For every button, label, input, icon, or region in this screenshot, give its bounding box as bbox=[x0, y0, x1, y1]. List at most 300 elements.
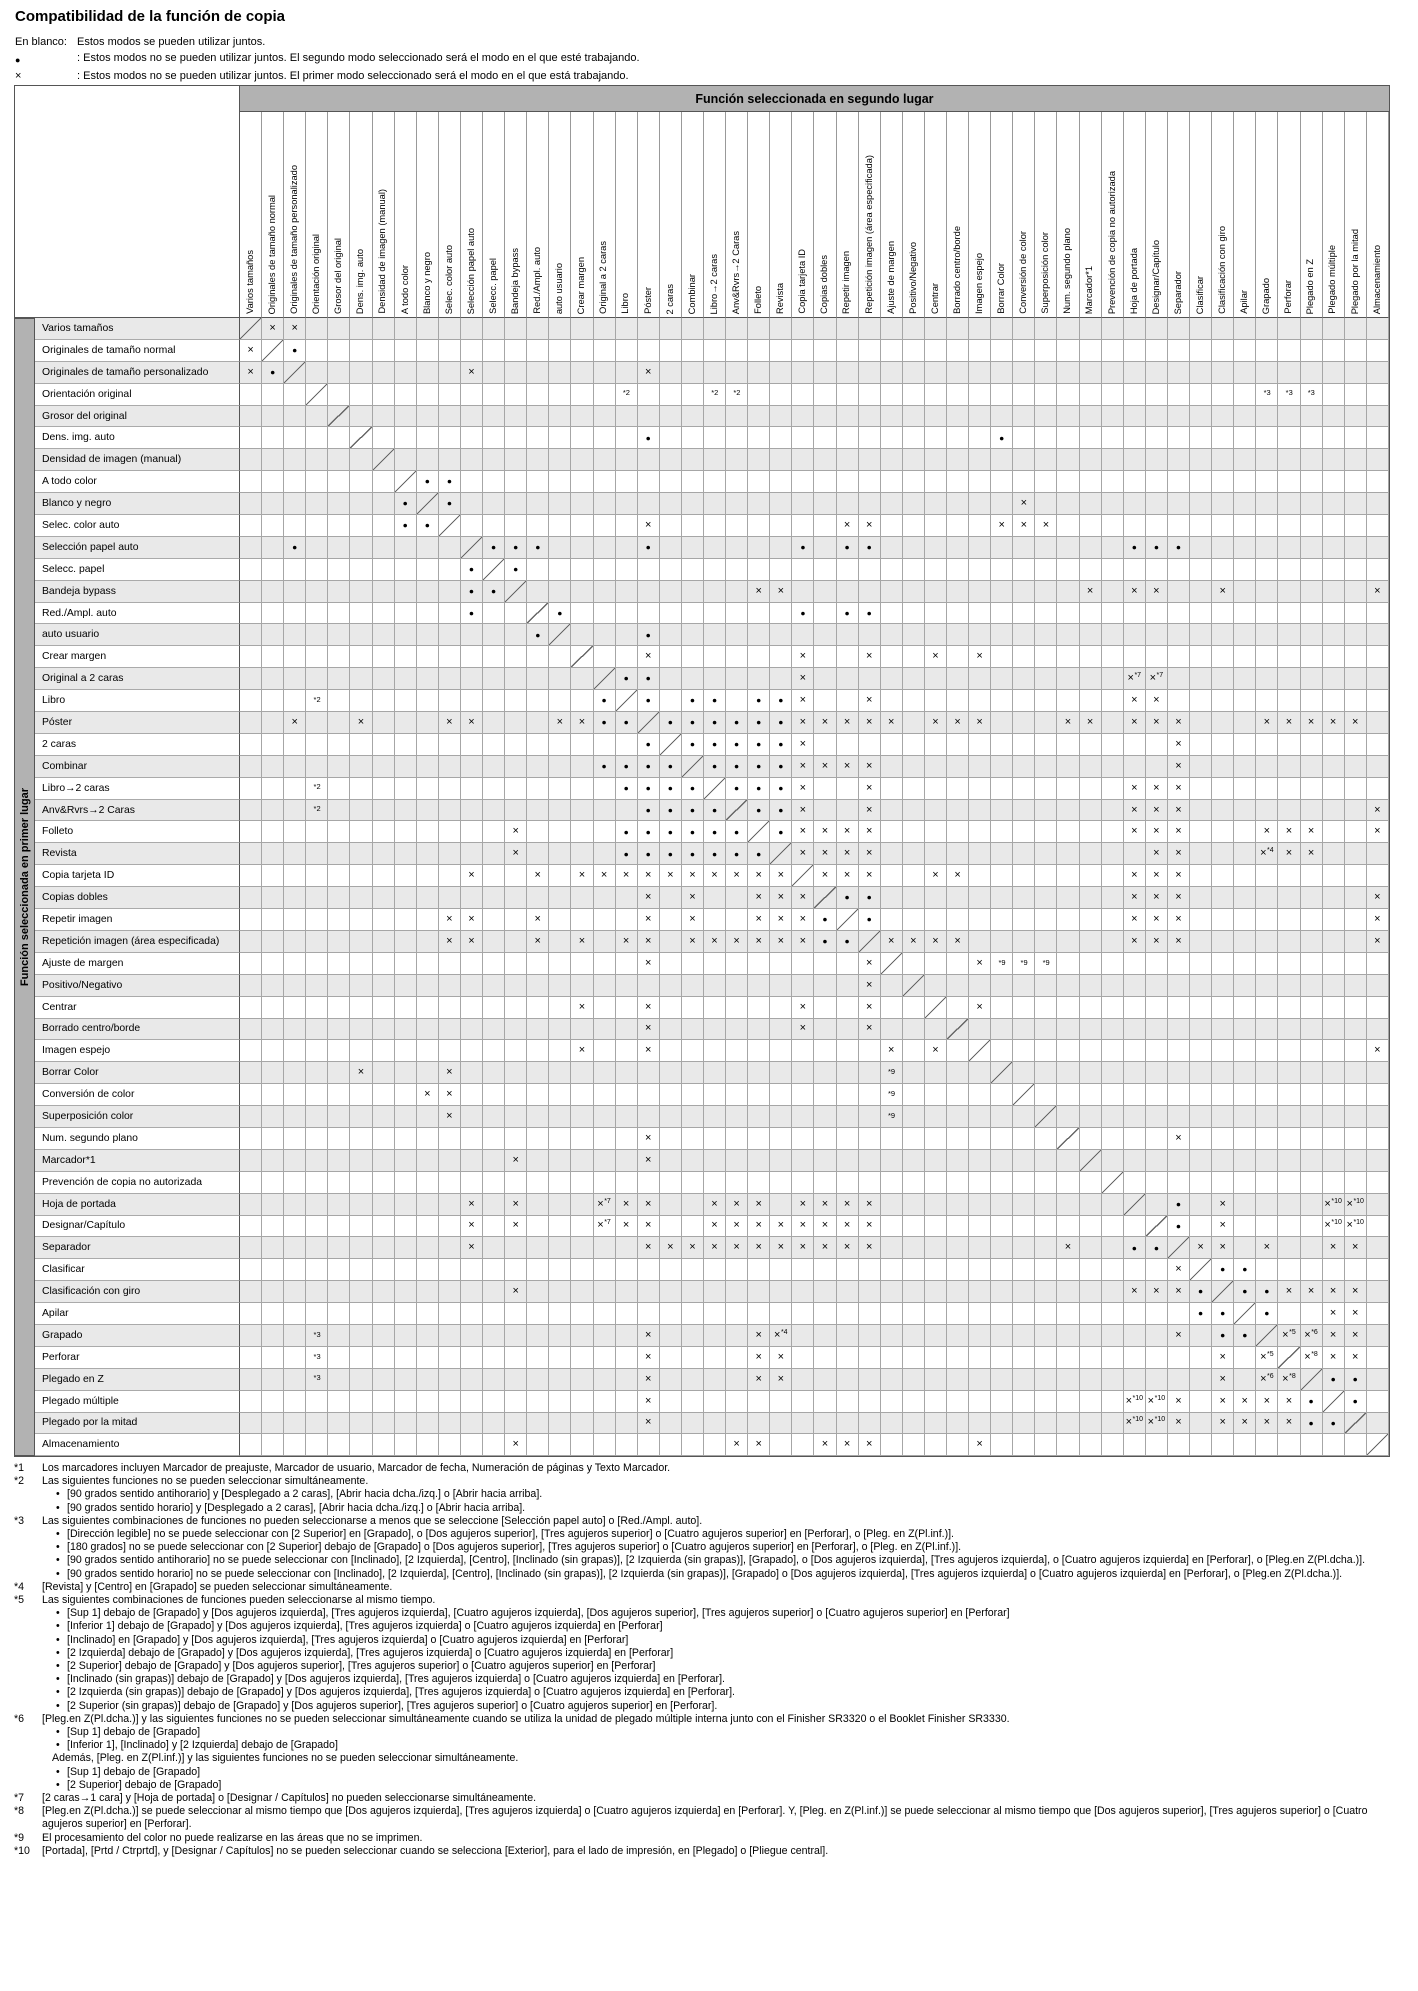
matrix-cell bbox=[903, 1391, 925, 1413]
matrix-cell bbox=[1124, 800, 1146, 822]
matrix-cell bbox=[770, 406, 792, 428]
matrix-cell bbox=[395, 931, 417, 953]
matrix-cell bbox=[262, 559, 284, 581]
matrix-cell bbox=[859, 646, 881, 668]
matrix-cell bbox=[925, 646, 947, 668]
matrix-cell bbox=[549, 1040, 571, 1062]
matrix-cell bbox=[1057, 1325, 1079, 1347]
matrix-cell bbox=[1301, 318, 1323, 340]
matrix-cell bbox=[1146, 1325, 1168, 1347]
matrix-cell bbox=[1367, 887, 1389, 909]
dot-mark: ● bbox=[645, 629, 651, 640]
x-mark: × bbox=[1175, 891, 1182, 904]
matrix-cell bbox=[483, 1084, 505, 1106]
matrix-cell bbox=[1146, 1216, 1168, 1238]
matrix-cell bbox=[704, 406, 726, 428]
matrix-cell bbox=[1278, 997, 1300, 1019]
matrix-cell bbox=[814, 1347, 836, 1369]
x-mark: × bbox=[1125, 1416, 1132, 1429]
matrix-cell bbox=[792, 362, 814, 384]
matrix-cell bbox=[417, 624, 439, 646]
matrix-cell bbox=[1146, 318, 1168, 340]
matrix-cell bbox=[240, 362, 262, 384]
matrix-cell bbox=[1323, 384, 1345, 406]
matrix-cell bbox=[1080, 624, 1102, 646]
matrix-cell bbox=[881, 1194, 903, 1216]
x-mark: × bbox=[755, 1328, 762, 1341]
matrix-cell bbox=[814, 975, 836, 997]
row-label: Densidad de imagen (manual) bbox=[15, 449, 240, 471]
x-mark: × bbox=[799, 1241, 807, 1254]
matrix-cell bbox=[439, 1128, 461, 1150]
matrix-cell bbox=[1367, 384, 1389, 406]
matrix-cell bbox=[1323, 975, 1345, 997]
footnote-ref: *9 bbox=[887, 1088, 896, 1098]
matrix-cell bbox=[1345, 603, 1367, 625]
matrix-cell bbox=[616, 668, 638, 690]
matrix-cell bbox=[417, 646, 439, 668]
matrix-cell bbox=[837, 1391, 859, 1413]
matrix-cell bbox=[1057, 931, 1079, 953]
matrix-cell bbox=[1146, 953, 1168, 975]
x-mark: × bbox=[1086, 584, 1094, 597]
footnote-id bbox=[14, 1528, 42, 1541]
footnote-body: Además, [Pleg. en Z(Pl.inf.)] y las siguientes funciones no se pueden seleccionar simultáneamente. bbox=[52, 1752, 519, 1765]
x-mark: × bbox=[711, 1197, 718, 1210]
dot-mark: ● bbox=[1352, 1395, 1358, 1406]
dot-mark: ● bbox=[756, 739, 762, 750]
matrix-cell bbox=[1102, 624, 1124, 646]
matrix-cell bbox=[1190, 427, 1212, 449]
matrix-cell bbox=[1345, 646, 1367, 668]
matrix-cell bbox=[837, 581, 859, 603]
matrix-cell bbox=[1080, 712, 1102, 734]
matrix-cell bbox=[417, 1413, 439, 1435]
matrix-cell bbox=[704, 909, 726, 931]
matrix-cell bbox=[682, 1434, 704, 1456]
matrix-cell bbox=[682, 712, 704, 734]
row-label: Plegado por la mitad bbox=[15, 1413, 240, 1435]
matrix-cell bbox=[1035, 1259, 1057, 1281]
x-mark: × bbox=[512, 1285, 519, 1298]
matrix-cell bbox=[1323, 1062, 1345, 1084]
matrix-cell bbox=[1057, 1084, 1079, 1106]
matrix-cell bbox=[1080, 1369, 1102, 1391]
matrix-cell bbox=[1102, 843, 1124, 865]
matrix-cell bbox=[859, 362, 881, 384]
matrix-cell bbox=[1013, 712, 1035, 734]
matrix-cell bbox=[417, 1084, 439, 1106]
dot-mark: ● bbox=[645, 695, 651, 706]
matrix-cell bbox=[373, 887, 395, 909]
matrix-cell bbox=[1124, 1062, 1146, 1084]
matrix-cell bbox=[417, 1434, 439, 1456]
footnote-body: Las siguientes combinaciones de funciones pueden seleccionarse al mismo tiempo. bbox=[42, 1594, 436, 1607]
dot-mark: ● bbox=[1220, 1308, 1226, 1319]
matrix-cell bbox=[439, 515, 461, 537]
matrix-cell bbox=[328, 1019, 350, 1041]
matrix-cell bbox=[748, 909, 770, 931]
footnote-ref: *10 bbox=[1331, 1197, 1342, 1205]
matrix-cell bbox=[439, 843, 461, 865]
matrix-cell bbox=[748, 362, 770, 384]
matrix-cell bbox=[439, 887, 461, 909]
matrix-cell bbox=[881, 340, 903, 362]
matrix-cell bbox=[306, 1413, 328, 1435]
x-mark: × bbox=[1175, 1263, 1182, 1276]
column-label bbox=[417, 112, 439, 318]
matrix-cell bbox=[527, 493, 549, 515]
matrix-cell bbox=[527, 712, 549, 734]
matrix-cell bbox=[439, 340, 461, 362]
matrix-cell bbox=[947, 1106, 969, 1128]
matrix-cell bbox=[616, 537, 638, 559]
column-label-text: Marcador*1 bbox=[1084, 265, 1095, 314]
matrix-cell bbox=[505, 931, 527, 953]
matrix-cell bbox=[1212, 1216, 1234, 1238]
matrix-cell bbox=[1256, 1434, 1278, 1456]
matrix-cell bbox=[571, 1062, 593, 1084]
matrix-cell bbox=[881, 756, 903, 778]
matrix-cell bbox=[1102, 668, 1124, 690]
matrix-cell bbox=[837, 1413, 859, 1435]
matrix-cell bbox=[328, 1434, 350, 1456]
x-mark: × bbox=[468, 869, 475, 882]
matrix-cell bbox=[240, 1128, 262, 1150]
row-label: Clasificación con giro bbox=[15, 1281, 240, 1303]
matrix-cell bbox=[947, 800, 969, 822]
matrix-cell bbox=[505, 1172, 527, 1194]
matrix-cell bbox=[1323, 953, 1345, 975]
matrix-cell bbox=[638, 821, 660, 843]
matrix-cell bbox=[571, 318, 593, 340]
matrix-cell bbox=[240, 1062, 262, 1084]
x-mark: × bbox=[1285, 715, 1293, 728]
matrix-cell bbox=[903, 734, 925, 756]
matrix-cell bbox=[1057, 1040, 1079, 1062]
matrix-cell bbox=[1323, 800, 1345, 822]
matrix-cell bbox=[1212, 1237, 1234, 1259]
matrix-cell bbox=[527, 384, 549, 406]
matrix-cell bbox=[483, 1434, 505, 1456]
matrix-cell bbox=[417, 318, 439, 340]
matrix-cell bbox=[837, 821, 859, 843]
matrix-cell bbox=[638, 1303, 660, 1325]
matrix-cell bbox=[1146, 559, 1168, 581]
matrix-cell bbox=[1345, 690, 1367, 712]
footnote-line bbox=[14, 1607, 1406, 1620]
matrix-cell bbox=[947, 734, 969, 756]
matrix-cell bbox=[1124, 997, 1146, 1019]
row-label: Grapado bbox=[15, 1325, 240, 1347]
matrix-cell bbox=[1234, 800, 1256, 822]
matrix-cell bbox=[991, 1106, 1013, 1128]
matrix-cell bbox=[881, 581, 903, 603]
matrix-cell bbox=[1234, 887, 1256, 909]
matrix-cell bbox=[1212, 1303, 1234, 1325]
matrix-cell bbox=[395, 318, 417, 340]
matrix-cell bbox=[240, 1194, 262, 1216]
matrix-cell bbox=[726, 690, 748, 712]
x-mark: × bbox=[1285, 847, 1293, 860]
matrix-cell bbox=[483, 1106, 505, 1128]
matrix-cell bbox=[505, 603, 527, 625]
matrix-cell bbox=[549, 997, 571, 1019]
x-mark: × bbox=[774, 1328, 781, 1341]
matrix-cell bbox=[1124, 624, 1146, 646]
matrix-cell bbox=[770, 427, 792, 449]
column-label-text: Plegado múltiple bbox=[1327, 245, 1338, 314]
matrix-cell bbox=[1035, 1150, 1057, 1172]
matrix-cell bbox=[814, 1194, 836, 1216]
matrix-cell bbox=[1102, 1194, 1124, 1216]
matrix-cell bbox=[792, 1259, 814, 1281]
matrix-cell bbox=[1212, 559, 1234, 581]
matrix-cell bbox=[792, 406, 814, 428]
matrix-cell bbox=[837, 318, 859, 340]
matrix-cell bbox=[240, 581, 262, 603]
x-mark: × bbox=[1086, 715, 1094, 728]
dot-mark: ● bbox=[689, 782, 695, 793]
matrix-cell bbox=[483, 603, 505, 625]
matrix-cell bbox=[1323, 1434, 1345, 1456]
matrix-cell bbox=[638, 537, 660, 559]
matrix-cell bbox=[1080, 997, 1102, 1019]
row-label: Ajuste de margen bbox=[15, 953, 240, 975]
matrix-cell bbox=[704, 1194, 726, 1216]
footnote-body: [180 grados] no se puede seleccionar con [2 Superior] debajo de [Grapado] o [Dos agujeros superior], [Tres agujeros superior] o [Cuatro agujeros superior] en [Perforar], o [Pleg. en Z(Pl.inf.)]. bbox=[67, 1541, 962, 1554]
matrix-cell bbox=[704, 1040, 726, 1062]
matrix-cell bbox=[1146, 1128, 1168, 1150]
matrix-cell bbox=[483, 1413, 505, 1435]
matrix-cell bbox=[814, 909, 836, 931]
matrix-cell bbox=[505, 1216, 527, 1238]
matrix-cell bbox=[439, 997, 461, 1019]
matrix-cell bbox=[1013, 1128, 1035, 1150]
matrix-cell bbox=[284, 427, 306, 449]
matrix-cell bbox=[1323, 1150, 1345, 1172]
matrix-cell bbox=[704, 734, 726, 756]
matrix-cell bbox=[925, 800, 947, 822]
footnote-text bbox=[42, 1541, 1406, 1554]
matrix-cell bbox=[461, 1369, 483, 1391]
matrix-cell bbox=[1367, 1194, 1389, 1216]
matrix-cell bbox=[969, 712, 991, 734]
matrix-cell bbox=[903, 756, 925, 778]
matrix-cell bbox=[284, 449, 306, 471]
matrix-cell bbox=[395, 427, 417, 449]
matrix-cell bbox=[571, 690, 593, 712]
footnote-ref: *7 bbox=[1134, 672, 1142, 680]
dot-mark: ● bbox=[1330, 1373, 1336, 1384]
column-label bbox=[1146, 112, 1168, 318]
matrix-cell bbox=[505, 712, 527, 734]
matrix-cell bbox=[594, 318, 616, 340]
matrix-cell bbox=[682, 1128, 704, 1150]
matrix-cell bbox=[1102, 384, 1124, 406]
matrix-cell bbox=[1168, 712, 1190, 734]
matrix-cell bbox=[1080, 1084, 1102, 1106]
matrix-cell bbox=[947, 1391, 969, 1413]
matrix-cell bbox=[660, 427, 682, 449]
matrix-cell bbox=[1212, 537, 1234, 559]
matrix-cell bbox=[284, 975, 306, 997]
footnote-line bbox=[14, 1766, 1406, 1779]
matrix-cell bbox=[571, 1084, 593, 1106]
row-label: Libro bbox=[15, 690, 240, 712]
matrix-cell bbox=[373, 515, 395, 537]
matrix-cell bbox=[814, 1019, 836, 1041]
matrix-cell bbox=[1124, 1128, 1146, 1150]
matrix-cell bbox=[1234, 931, 1256, 953]
matrix-cell bbox=[549, 734, 571, 756]
x-mark: × bbox=[622, 1197, 630, 1210]
matrix-cell bbox=[594, 1237, 616, 1259]
matrix-cell bbox=[461, 1128, 483, 1150]
matrix-cell bbox=[461, 1040, 483, 1062]
matrix-cell bbox=[1323, 1106, 1345, 1128]
matrix-cell bbox=[638, 384, 660, 406]
matrix-cell bbox=[350, 865, 372, 887]
matrix-cell bbox=[1278, 559, 1300, 581]
matrix-cell bbox=[859, 734, 881, 756]
matrix-cell bbox=[1234, 1194, 1256, 1216]
matrix-cell bbox=[859, 975, 881, 997]
matrix-cell bbox=[881, 953, 903, 975]
matrix-cell bbox=[461, 427, 483, 449]
x-mark: × bbox=[446, 934, 453, 947]
matrix-cell bbox=[417, 668, 439, 690]
dot-mark: ● bbox=[645, 804, 651, 815]
matrix-cell bbox=[1168, 997, 1190, 1019]
column-label bbox=[1234, 112, 1256, 318]
matrix-cell bbox=[925, 734, 947, 756]
x-mark: × bbox=[799, 737, 807, 750]
matrix-cell bbox=[594, 624, 616, 646]
matrix-cell bbox=[1278, 1434, 1300, 1456]
matrix-cell bbox=[1345, 362, 1367, 384]
matrix-cell bbox=[461, 1281, 483, 1303]
x-mark: × bbox=[843, 715, 851, 728]
matrix-cell bbox=[991, 1434, 1013, 1456]
matrix-cell bbox=[814, 1413, 836, 1435]
matrix-cell bbox=[859, 953, 881, 975]
matrix-cell bbox=[373, 1040, 395, 1062]
matrix-cell bbox=[417, 1106, 439, 1128]
matrix-cell bbox=[461, 362, 483, 384]
dot-mark: ● bbox=[1153, 1242, 1159, 1253]
matrix-cell bbox=[1212, 1259, 1234, 1281]
matrix-cell bbox=[439, 1084, 461, 1106]
x-mark: × bbox=[1219, 584, 1226, 597]
matrix-cell bbox=[1367, 821, 1389, 843]
matrix-cell bbox=[1035, 887, 1057, 909]
matrix-cell bbox=[328, 756, 350, 778]
matrix-cell bbox=[1146, 1172, 1168, 1194]
x-mark: × bbox=[1260, 1350, 1267, 1363]
matrix-cell bbox=[881, 1325, 903, 1347]
matrix-cell bbox=[837, 953, 859, 975]
matrix-cell bbox=[814, 493, 836, 515]
matrix-cell bbox=[660, 668, 682, 690]
matrix-cell bbox=[373, 537, 395, 559]
x-mark: × bbox=[645, 365, 652, 378]
matrix-cell bbox=[461, 471, 483, 493]
matrix-cell bbox=[1212, 1434, 1234, 1456]
dot-mark: ● bbox=[756, 761, 762, 771]
matrix-cell bbox=[1146, 406, 1168, 428]
matrix-cell bbox=[1212, 1172, 1234, 1194]
footnote-body: Las siguientes funciones no se pueden seleccionar simultáneamente. bbox=[42, 1475, 369, 1488]
row-label: Num. segundo plano bbox=[15, 1128, 240, 1150]
matrix-cell bbox=[1168, 515, 1190, 537]
matrix-cell bbox=[1057, 362, 1079, 384]
matrix-cell bbox=[571, 1237, 593, 1259]
matrix-cell bbox=[638, 690, 660, 712]
matrix-cell bbox=[395, 865, 417, 887]
matrix-cell bbox=[947, 668, 969, 690]
x-mark: × bbox=[865, 978, 873, 991]
x-mark: × bbox=[821, 847, 829, 860]
matrix-cell bbox=[859, 690, 881, 712]
matrix-cell bbox=[726, 427, 748, 449]
matrix-cell bbox=[969, 1019, 991, 1041]
matrix-cell bbox=[1102, 975, 1124, 997]
x-mark: × bbox=[468, 1219, 475, 1232]
matrix-cell bbox=[373, 646, 395, 668]
matrix-cell bbox=[859, 1259, 881, 1281]
matrix-cell bbox=[770, 778, 792, 800]
matrix-cell bbox=[373, 318, 395, 340]
matrix-cell bbox=[814, 1391, 836, 1413]
x-mark: × bbox=[1374, 891, 1381, 904]
x-mark: × bbox=[843, 759, 851, 772]
x-mark: × bbox=[799, 672, 807, 685]
x-mark: × bbox=[645, 1350, 652, 1363]
matrix-cell bbox=[748, 1084, 770, 1106]
matrix-cell bbox=[594, 1172, 616, 1194]
matrix-cell bbox=[660, 1237, 682, 1259]
matrix-cell bbox=[1190, 1237, 1212, 1259]
matrix-cell bbox=[1080, 581, 1102, 603]
dot-mark: ● bbox=[756, 695, 762, 706]
matrix-cell bbox=[704, 1128, 726, 1150]
matrix-cell bbox=[262, 1128, 284, 1150]
matrix-cell bbox=[616, 1172, 638, 1194]
matrix-cell bbox=[1168, 800, 1190, 822]
matrix-cell bbox=[1301, 887, 1323, 909]
x-mark: × bbox=[799, 934, 807, 947]
matrix-cell bbox=[748, 778, 770, 800]
matrix-cell bbox=[1146, 975, 1168, 997]
x-mark: × bbox=[799, 759, 807, 772]
matrix-cell bbox=[837, 427, 859, 449]
matrix-cell bbox=[704, 1347, 726, 1369]
matrix-cell bbox=[638, 1019, 660, 1041]
column-label-text: Superposición color bbox=[1040, 232, 1051, 314]
matrix-cell bbox=[1278, 515, 1300, 537]
matrix-cell bbox=[483, 1237, 505, 1259]
matrix-cell bbox=[571, 559, 593, 581]
matrix-cell bbox=[814, 1434, 836, 1456]
x-mark: × bbox=[468, 1241, 475, 1254]
matrix-cell bbox=[1035, 1194, 1057, 1216]
matrix-cell bbox=[240, 953, 262, 975]
matrix-cell bbox=[350, 1150, 372, 1172]
matrix-cell bbox=[704, 1369, 726, 1391]
matrix-cell bbox=[837, 800, 859, 822]
matrix-cell bbox=[682, 1040, 704, 1062]
